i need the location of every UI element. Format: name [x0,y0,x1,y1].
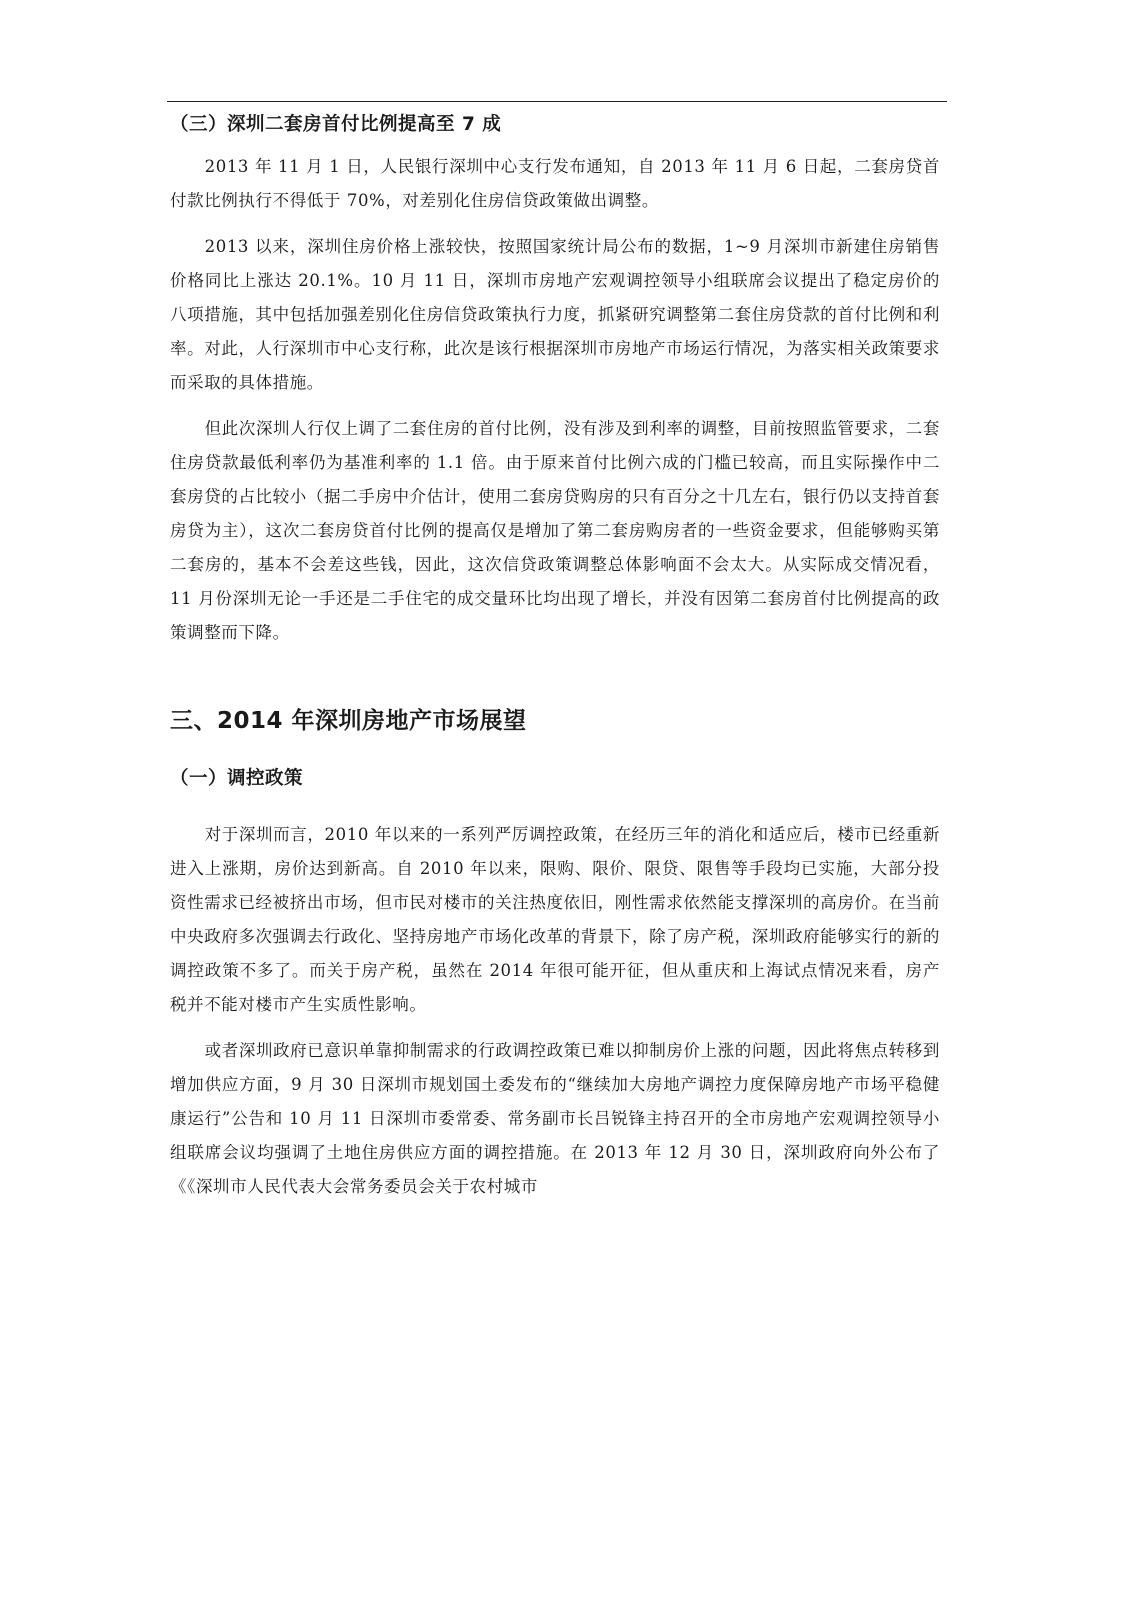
heading-section-3-1: （一）调控政策 [170,768,304,789]
header-rule [167,101,947,102]
heading-section-1-3: （三）深圳二套房首付比例提高至 7 成 [170,114,502,135]
paragraph-3: 但此次深圳人行仅上调了二套住房的首付比例，没有涉及到利率的调整，目前按照监管要求，二套住房贷款最低利率仍为基准利率的 1.1 倍。由于原来首付比例六成的门槛已较高，而且实际操作中二套房贷的占比较小（据二手房中介估计，使用二套房贷购房的只有百分之十几左右，银行仍以支持首套房贷为主），这次二套房贷首付比例的提高仅是增加了第二套房购房者的一些资金要求，但能够购买第二套房的，基本不会差这些钱，因此，这次信贷政策调整总体影响面不会太大。从实际成交情况看，11 月份深圳无论一手还是二手住宅的成交量环比均出现了增长，并没有因第二套房首付比例提高的政策调整而下降。 [170,419,940,642]
page-content [170,110,940,1204]
paragraph-1: 2013 年 11 月 1 日，人民银行深圳中心支行发布通知，自 2013 年 11 月 6 日起，二套房贷首付款比例执行不得低于 70%，对差别化住房信贷政策做出调整。 [170,157,940,210]
paragraph-5: 或者深圳政府已意识单靠抑制需求的行政调控政策已难以抑制房价上涨的问题，因此将焦点转移到增加供应方面，9 月 30 日深圳市规划国土委发布的“继续加大房地产调控力度保障房地产市场平稳健康运行”公告和 10 月 11 日深圳市委常委、常务副市长吕锐锋主持召开的全市房地产宏观调控领导小组联席会议均强调了土地住房供应方面的调控措施。在 2013 年 12 月 30 日，深圳政府向外公布了《《深圳市人民代表大会常务委员会关于农村城市 [170,1041,940,1196]
paragraph-4: 对于深圳而言，2010 年以来的一系列严厉调控政策，在经历三年的消化和适应后，楼市已经重新进入上涨期，房价达到新高。自 2010 年以来，限购、限价、限贷、限售等手段均已实施，大部分投资性需求已经被挤出市场，但市民对楼市的关注热度依旧，刚性需求依然能支撑深圳的高房价。在当前中央政府多次强调去行政化、坚持房地产市场化改革的背景下，除了房产税，深圳政府能够实行的新的调控政策不多了。而关于房产税，虽然在 2014 年很可能开征，但从重庆和上海试点情况来看，房产税并不能对楼市产生实质性影响。 [170,825,940,1014]
heading-section-3: 三、2014 年深圳房地产市场展望 [170,708,527,734]
paragraph-2: 2013 以来，深圳住房价格上涨较快，按照国家统计局公布的数据，1~9 月深圳市新建住房销售价格同比上涨达 20.1%。10 月 11 日，深圳市房地产宏观调控领导小组联席会议提出了稳定房价的八项措施，其中包括加强差别化住房信贷政策执行力度，抓紧研究调整第二套住房贷款的首付比例和利率。对此，人行深圳市中心支行称，此次是该行根据深圳市房地产市场运行情况，为落实相关政策要求而采取的具体措施。 [170,237,940,392]
